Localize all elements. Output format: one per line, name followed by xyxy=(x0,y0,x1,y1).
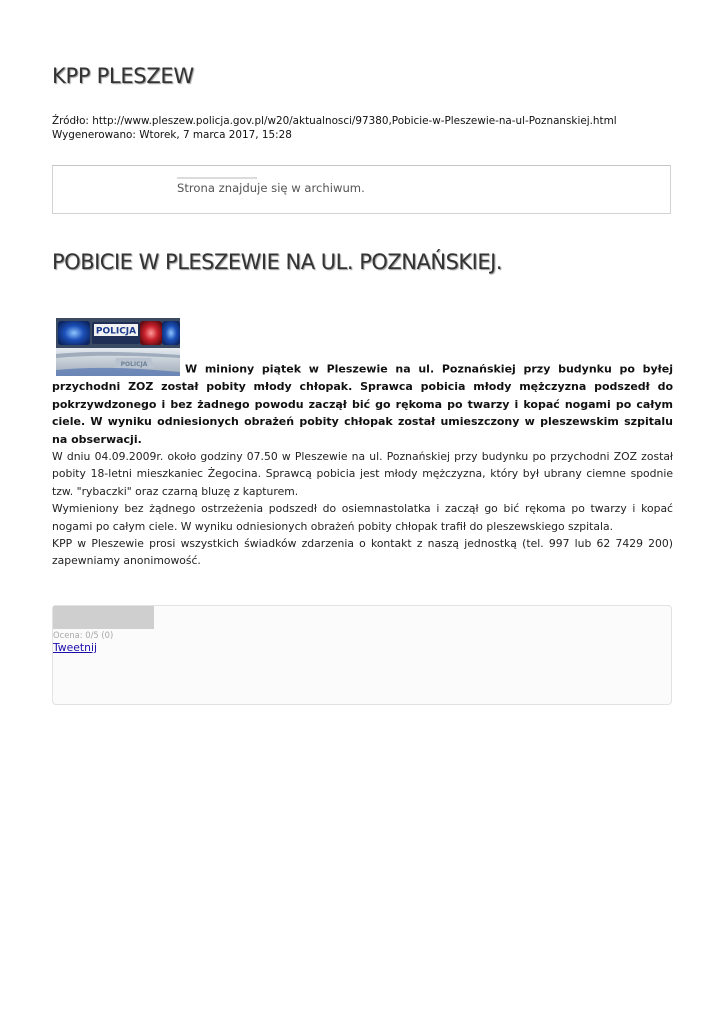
article-paragraph-2: Wymieniony bez żądnego ostrzeżenia podszedł do osiemnastolatka i zaczął go bić rękoma po twarzy i kopać nogami po całym ciele. W wyniku odniesionych obrażeń pobity chłopak trafił do pleszewskiego szpitala. xyxy=(52,502,673,533)
document-meta xyxy=(52,114,617,142)
article-title: POBICIE W PLESZEWIE NA UL. POZNAŃSKIEJ. xyxy=(52,250,503,274)
archive-divider xyxy=(177,177,257,179)
rating-stars-bar[interactable] xyxy=(53,606,154,629)
blue-light-left xyxy=(58,321,90,345)
archive-notice-text: Strona znajduje się w archiwum. xyxy=(177,181,365,195)
site-title: KPP PLESZEW xyxy=(52,64,194,88)
svg-text:POLICJA: POLICJA xyxy=(120,361,148,368)
source-line: Źródło: http://www.pleszew.policja.gov.pl/w20/aktualnosci/97380,Pobicie-w-Pleszewie-na-ul-Poznanskiej.html xyxy=(52,115,617,127)
tweet-link[interactable]: Tweetnij xyxy=(53,641,97,654)
article-body xyxy=(52,448,673,570)
police-sign-text: POLICJA xyxy=(95,326,137,337)
article-paragraph-3: KPP w Pleszewie prosi wszystkich świadków zdarzenia o kontakt z naszą jednostką (tel. 997 lub 62 7429 200) zapewniamy anonimowość. xyxy=(52,537,673,568)
rating-label: Ocena: 0/5 (0) xyxy=(53,630,114,640)
article-paragraph-1: W dniu 04.09.2009r. około godziny 07.50 w Pleszewie na ul. Poznańskiej przy budynku po przychodni ZOZ został pobity 18-letni mieszkaniec Żegocina. Sprawcą pobicia jest młody mężczyzna, który był ubrany ciemne spodnie tzw. "rybaczki" oraz czarną bluzę z kapturem. xyxy=(52,450,673,498)
generated-line: Wygenerowano: Wtorek, 7 marca 2017, 15:28 xyxy=(52,129,292,141)
archive-notice-box xyxy=(52,165,671,214)
rating-box xyxy=(52,605,672,705)
police-car-photo xyxy=(56,318,180,376)
lead-text: W miniony piątek w Pleszewie na ul. Poznańskiej przy budynku po byłej przychodni ZOZ został pobity młody chłopak. Sprawca pobicia młody mężczyzna podszedł do pokrzywdzonego i bez żadnego powodu zaczął bić go rękoma po twarzy i kopać nogami po całym ciele. W wyniku odniesionych obrażeń pobity chłopak został umieszczony w pleszewskim szpitalu na obserwacji. xyxy=(52,362,673,446)
police-car-image xyxy=(56,318,180,376)
red-light xyxy=(140,321,162,345)
blue-light-right xyxy=(162,321,180,345)
article-lead xyxy=(52,318,673,448)
